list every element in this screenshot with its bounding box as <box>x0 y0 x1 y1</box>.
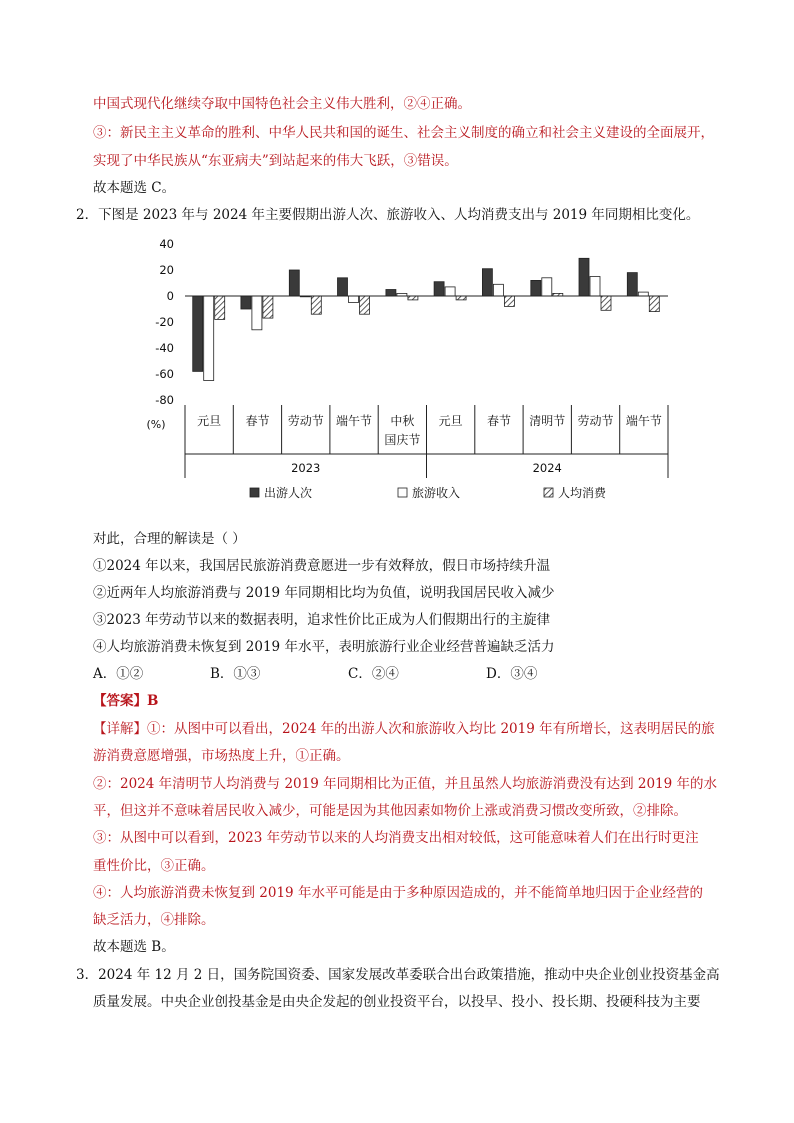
bar-旅游收入 <box>493 284 503 296</box>
bar-人均消费 <box>456 296 466 300</box>
y-tick-label: 0 <box>166 289 174 303</box>
bar-旅游收入 <box>445 287 455 296</box>
bar-人均消费 <box>311 296 321 314</box>
bar-人均消费 <box>408 296 418 300</box>
detail-line-6: 重性价比，③正确。 <box>93 858 215 874</box>
bar-出游人次 <box>627 273 637 296</box>
legend-swatch-旅游收入 <box>398 488 407 497</box>
y-tick-label: 20 <box>159 263 174 277</box>
detail-line-2: 游消费意愿增强，市场热度上升，①正确。 <box>93 748 350 764</box>
legend-swatch-人均消费 <box>544 488 553 497</box>
detail-line-8: 缺乏活力，④排除。 <box>93 912 215 928</box>
legend-swatch-出游人次 <box>250 488 259 497</box>
question-3-line1: 3．2024 年 12 月 2 日，国务院国资委、国家发展改革委联合出台政策措施，推动中央企业创业投资基金高 <box>76 967 720 983</box>
legend-label: 人均消费 <box>558 486 607 500</box>
category-label: 春节 <box>245 414 270 428</box>
year-label: 2024 <box>532 461 562 475</box>
category-label: 劳动节 <box>287 414 324 428</box>
bar-旅游收入 <box>542 278 552 296</box>
y-tick-label: -20 <box>155 315 174 329</box>
category-label: 劳动节 <box>577 414 614 428</box>
bar-人均消费 <box>263 296 273 318</box>
bar-人均消费 <box>215 296 225 319</box>
bar-旅游收入 <box>638 292 648 296</box>
answer-label: 【答案】B <box>93 693 159 709</box>
legend-label: 出游人次 <box>264 486 313 500</box>
bar-出游人次 <box>579 258 589 296</box>
detail-line-7: ④：人均旅游消费未恢复到 2019 年水平可能是由于多种原因造成的，并不能简单地归因于企业经营的 <box>93 885 703 901</box>
question-2-conclusion: 故本题选 B。 <box>93 939 175 955</box>
bar-人均消费 <box>601 296 611 310</box>
detail-line-5: ③：从图中可以看到，2023 年劳动节以来的人均消费支出相对较低，这可能意味着人们在出行时更注 <box>93 830 699 846</box>
category-label: 端午节 <box>336 414 373 428</box>
bar-出游人次 <box>434 282 444 296</box>
y-unit-label: (%) <box>146 418 166 431</box>
detail-line-4: 平，但这并不意味着居民收入减少，可能是因为其他因素如物价上涨或消费习惯改变所致，②排除。 <box>93 803 687 819</box>
prev-conclusion: 故本题选 C。 <box>93 180 176 196</box>
category-label: 元旦 <box>197 414 222 428</box>
option-c[interactable]: C．②④ <box>348 666 399 682</box>
prev-explanation-line1: 中国式现代化继续夺取中国特色社会主义伟大胜利，②④正确。 <box>93 96 471 112</box>
option-b[interactable]: B．①③ <box>210 666 261 682</box>
question-3-line2: 质量发展。中央企业创投基金是由央企发起的创业投资平台，以投早、投小、投长期、投硬科技为主要 <box>93 994 701 1010</box>
category-label: 端午节 <box>625 414 662 428</box>
option-a[interactable]: A．①② <box>93 666 144 682</box>
prev-explanation-line2: ③：新民主主义革命的胜利、中华人民共和国的诞生、社会主义制度的确立和社会主义建设的全面展开， <box>93 125 714 141</box>
bar-出游人次 <box>482 269 492 296</box>
y-tick-label: -60 <box>155 367 174 381</box>
question-2-stem: 2．下图是 2023 年与 2024 年主要假期出游人次、旅游收入、人均消费支出与 2019 年同期相比变化。 <box>76 207 700 223</box>
bar-旅游收入 <box>204 296 214 381</box>
y-tick-label: -80 <box>155 393 174 407</box>
statement-2: ②近两年人均旅游消费与 2019 年同期相比均为负值，说明我国居民收入减少 <box>93 585 555 601</box>
bar-出游人次 <box>289 270 299 296</box>
bar-chart <box>140 232 680 512</box>
y-tick-label: -40 <box>155 341 174 355</box>
bar-出游人次 <box>241 296 251 309</box>
bar-旅游收入 <box>252 296 262 330</box>
bar-旅游收入 <box>590 277 600 297</box>
statement-3: ③2023 年劳动节以来的数据表明，追求性价比正成为人们假期出行的主旋律 <box>93 612 551 628</box>
prev-explanation-line3: 实现了中华民族从“东亚病夫”到站起来的伟大飞跃，③错误。 <box>93 153 458 169</box>
bar-旅游收入 <box>349 296 359 303</box>
detail-line-3: ②：2024 年清明节人均消费与 2019 年同期相比为正值，并且虽然人均旅游消费没有达到 2019 年的水 <box>93 776 718 792</box>
option-d[interactable]: D．③④ <box>486 666 538 682</box>
bar-出游人次 <box>193 296 203 371</box>
bar-人均消费 <box>649 296 659 312</box>
bar-人均消费 <box>504 296 514 306</box>
detail-line-1: 【详解】①：从图中可以看出，2024 年的出游人次和旅游收入均比 2019 年有所增长，这表明居民的旅 <box>93 721 715 737</box>
category-label: 国庆节 <box>384 433 421 447</box>
bar-出游人次 <box>531 280 541 296</box>
category-label: 春节 <box>486 414 511 428</box>
category-label: 元旦 <box>438 414 463 428</box>
statement-1: ①2024 年以来，我国居民旅游消费意愿进一步有效释放，假日市场持续升温 <box>93 558 551 574</box>
question-2-prompt: 对此，合理的解读是（ ） <box>93 531 246 547</box>
statement-4: ④人均旅游消费未恢复到 2019 年水平，表明旅游行业企业经营普遍缺乏活力 <box>93 639 555 655</box>
bar-出游人次 <box>338 278 348 296</box>
category-label: 中秋 <box>390 414 415 428</box>
category-label: 清明节 <box>529 414 566 428</box>
y-tick-label: 40 <box>159 237 174 251</box>
bar-出游人次 <box>386 290 396 297</box>
legend-label: 旅游收入 <box>412 486 461 500</box>
year-label: 2023 <box>291 461 321 475</box>
bar-人均消费 <box>360 296 370 314</box>
